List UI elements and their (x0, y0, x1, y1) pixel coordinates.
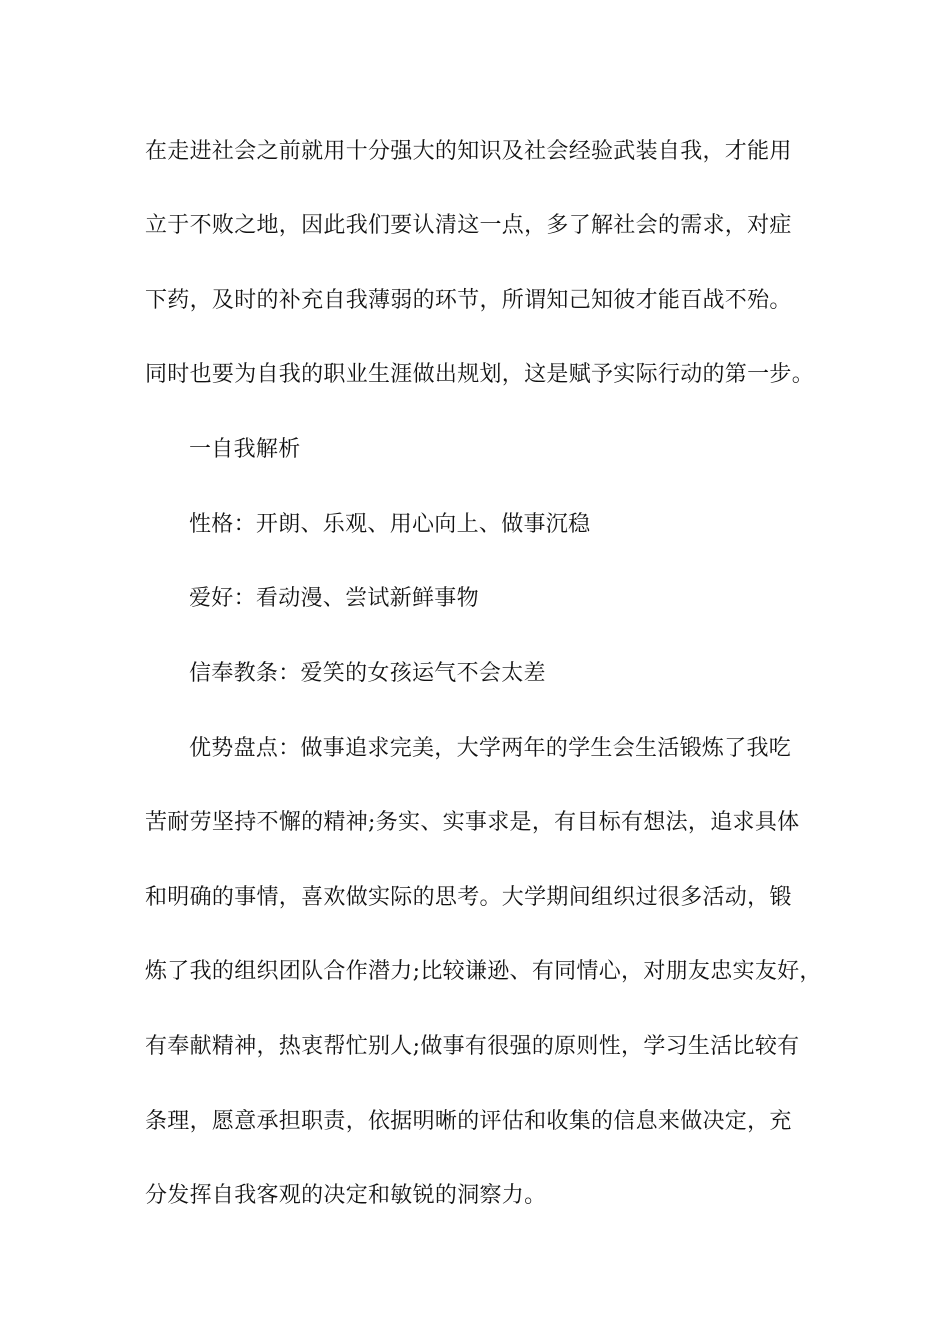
section-heading: 一自我解析 (189, 437, 301, 462)
text-line: 立于不败之地，因此我们要认清这一点，多了解社会的需求，对症 (145, 213, 792, 238)
text-line-strengths: 优势盘点：做事追求完美，大学两年的学生会生活锻炼了我吃 (189, 736, 792, 761)
text-line: 分发挥自我客观的决定和敏锐的洞察力。 (145, 1183, 547, 1208)
text-line: 炼了我的组织团队合作潜力;比较谦逊、有同情心，对朋友忠实友好， (145, 959, 822, 984)
text-line: 和明确的事情，喜欢做实际的思考。大学期间组织过很多活动，锻 (145, 885, 792, 910)
text-line: 同时也要为自我的职业生涯做出规划，这是赋予实际行动的第一步。 (145, 362, 815, 387)
text-line-hobbies: 爱好：看动漫、尝试新鲜事物 (189, 586, 479, 611)
text-line-personality: 性格：开朗、乐观、用心向上、做事沉稳 (189, 512, 591, 537)
text-line-motto: 信奉教条：爱笑的女孩运气不会太差 (189, 661, 546, 686)
text-line: 苦耐劳坚持不懈的精神;务实、实事求是，有目标有想法，追求具体 (145, 810, 800, 835)
text-line: 条理，愿意承担职责，依据明晰的评估和收集的信息来做决定，充 (145, 1109, 792, 1134)
text-line: 下药，及时的补充自我薄弱的环节，所谓知己知彼才能百战不殆。 (145, 288, 792, 313)
text-line: 有奉献精神，热衷帮忙别人;做事有很强的原则性，学习生活比较有 (145, 1034, 800, 1059)
text-line: 在走进社会之前就用十分强大的知识及社会经验武装自我，才能用 (145, 139, 792, 164)
